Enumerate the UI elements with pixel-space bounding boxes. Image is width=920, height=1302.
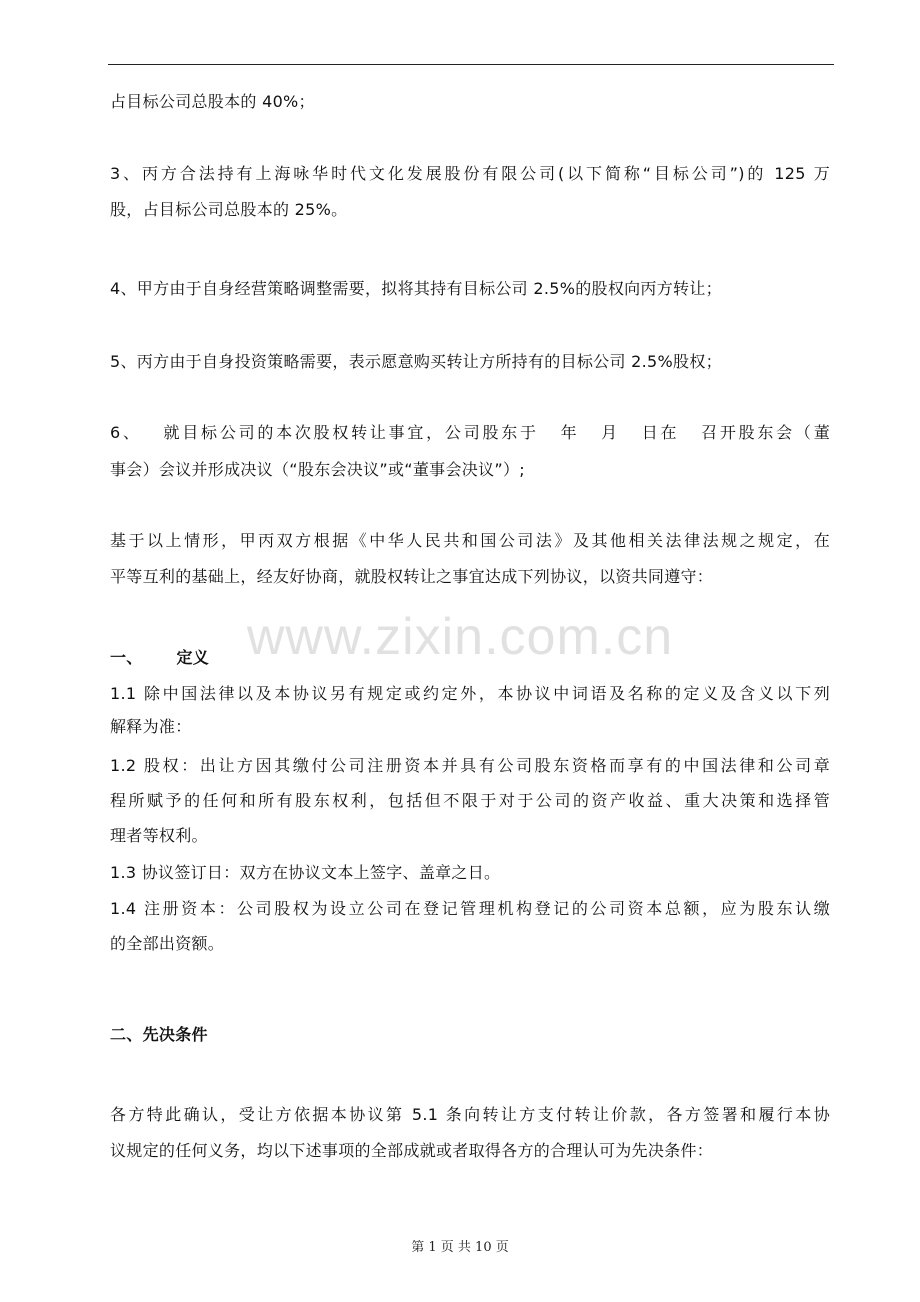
definition-1-2-line-3: 理者等权利。 [110,826,208,845]
definition-1-3: 1.3 协议签订日：双方在协议文本上签字、盖章之日。 [110,863,501,882]
paragraph-6-line-2: 事会）会议并形成决议（“股东会决议”或“董事会决议”）; [110,460,525,479]
paragraph-6-line-1: 6、 就目标公司的本次股权转让事宜，公司股东于 年 月 日在 召开股东会（董 [110,423,830,442]
precondition-line-2: 议规定的任何义务，均以下述事项的全部成就或者取得各方的合理认可为先决条件： [110,1141,714,1160]
definition-1-4-line-1: 1.4 注册资本：公司股权为设立公司在登记管理机构登记的公司资本总额，应为股东认缴 [110,899,830,918]
paragraph-5: 5、丙方由于自身投资策略需要，表示愿意购买转让方所持有的目标公司 2.5%股权； [110,352,722,371]
precondition-line-1: 各方特此确认，受让方依据本协议第 5.1 条向转让方支付转让价款，各方签署和履行本协 [110,1105,830,1124]
header-rule [108,64,834,65]
section-1-heading: 一、 定义 [110,648,210,667]
paragraph-3-line-2: 股，占目标公司总股本的 25%。 [110,200,348,219]
basis-line-1: 基于以上情形，甲丙双方根据《中华人民共和国公司法》及其他相关法律法规之规定，在 [110,531,830,550]
definition-1-1-line-1: 1.1 除中国法律以及本协议另有规定或约定外，本协议中词语及名称的定义及含义以下列 [110,684,830,703]
definition-1-1-line-2: 解释为准： [110,717,192,736]
intro-fragment: 占目标公司总股本的 40%； [110,92,315,111]
definition-1-2-line-2: 程所赋予的任何和所有股东权利，包括但不限于对于公司的资产收益、重大决策和选择管 [110,791,830,810]
definition-1-2-line-1: 1.2 股权：出让方因其缴付公司注册资本并具有公司股东资格而享有的中国法律和公司章 [110,756,830,775]
basis-line-2: 平等互利的基础上，经友好协商，就股权转让之事宜达成下列协议，以资共同遵守： [110,567,714,586]
watermark: www.zixin.com.cn [246,608,674,666]
definition-1-4-line-2: 的全部出资额。 [110,934,225,953]
paragraph-4: 4、甲方由于自身经营策略调整需要，拟将其持有目标公司 2.5%的股权向丙方转让； [110,279,722,298]
section-2-heading: 二、先决条件 [110,1025,208,1044]
page-indicator: 第 1 页 共 10 页 [411,1240,509,1255]
paragraph-3-line-1: 3、丙方合法持有上海咏华时代文化发展股份有限公司(以下简称“目标公司”)的 125 万 [110,164,830,183]
